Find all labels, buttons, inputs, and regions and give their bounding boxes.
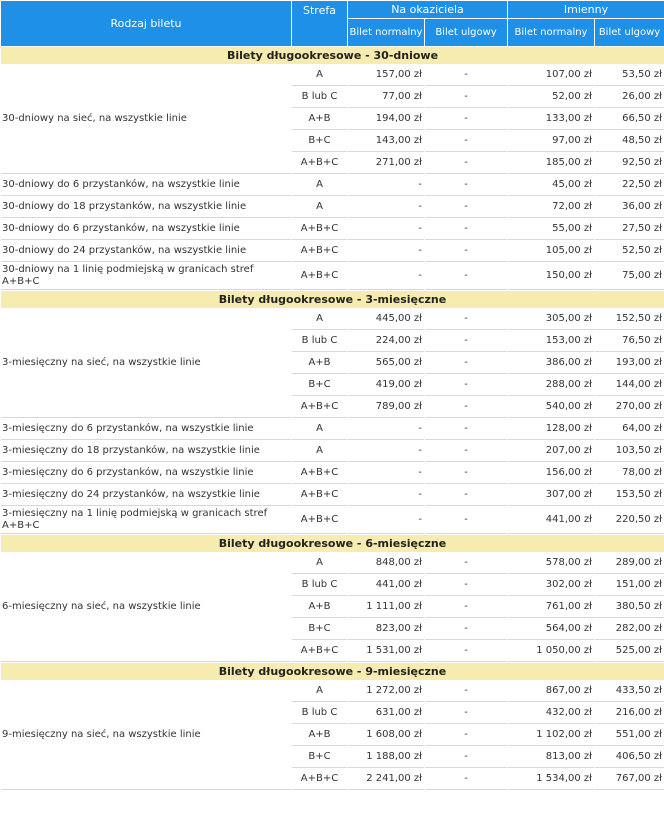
zone-cell: A+B+C <box>292 641 347 662</box>
named-normal-price: 1 050,00 zł <box>508 641 594 662</box>
table-row <box>1 681 664 702</box>
named-reduced-price: 282,00 zł <box>595 619 664 640</box>
table-row <box>1 485 664 506</box>
table-row <box>1 309 664 330</box>
named-normal-price: 55,00 zł <box>508 219 594 240</box>
bearer-reduced-price: - <box>425 575 507 596</box>
bearer-reduced-price: - <box>425 507 507 534</box>
named-normal-price: 207,00 zł <box>508 441 594 462</box>
header-bearer: Na okaziciela <box>348 1 507 18</box>
bearer-normal-price: - <box>348 197 424 218</box>
bearer-reduced-price: - <box>425 725 507 746</box>
bearer-reduced-price: - <box>425 353 507 374</box>
named-normal-price: 578,00 zł <box>508 553 594 574</box>
table-row <box>1 65 664 86</box>
zone-cell: A <box>292 309 347 330</box>
zone-cell: A+B+C <box>292 397 347 418</box>
table-row <box>1 419 664 440</box>
bearer-reduced-price: - <box>425 597 507 618</box>
bearer-normal-price: 2 241,00 zł <box>348 769 424 790</box>
bearer-reduced-price: - <box>425 87 507 108</box>
named-reduced-price: 36,00 zł <box>595 197 664 218</box>
ticket-name: 30-dniowy do 18 przystanków, na wszystkie linie <box>1 197 291 218</box>
bearer-reduced-price: - <box>425 219 507 240</box>
named-normal-price: 153,00 zł <box>508 331 594 352</box>
zone-cell: B+C <box>292 747 347 768</box>
header-named: Imienny <box>508 1 664 18</box>
zone-cell: A <box>292 441 347 462</box>
section-header-row <box>1 535 664 552</box>
zone-cell: A+B <box>292 725 347 746</box>
table-row <box>1 175 664 196</box>
named-normal-price: 156,00 zł <box>508 463 594 484</box>
bearer-normal-price: 194,00 zł <box>348 109 424 130</box>
zone-cell: A <box>292 681 347 702</box>
named-reduced-price: 48,50 zł <box>595 131 664 152</box>
zone-cell: B lub C <box>292 703 347 724</box>
named-normal-price: 564,00 zł <box>508 619 594 640</box>
bearer-reduced-price: - <box>425 263 507 290</box>
named-normal-price: 72,00 zł <box>508 197 594 218</box>
zone-cell: A+B+C <box>292 463 347 484</box>
section-header-row <box>1 291 664 308</box>
ticket-name: 3-miesięczny do 6 przystanków, na wszystkie linie <box>1 463 291 484</box>
named-reduced-price: 66,50 zł <box>595 109 664 130</box>
bearer-normal-price: - <box>348 441 424 462</box>
named-reduced-price: 27,50 zł <box>595 219 664 240</box>
ticket-name: 6-miesięczny na sieć, na wszystkie linie <box>1 553 291 662</box>
bearer-reduced-price: - <box>425 331 507 352</box>
named-normal-price: 761,00 zł <box>508 597 594 618</box>
named-reduced-price: 153,50 zł <box>595 485 664 506</box>
bearer-normal-price: - <box>348 463 424 484</box>
section-title: Bilety długookresowe - 3-miesięczne <box>1 291 664 308</box>
named-normal-price: 133,00 zł <box>508 109 594 130</box>
bearer-normal-price: - <box>348 175 424 196</box>
ticket-name: 3-miesięczny na sieć, na wszystkie linie <box>1 309 291 418</box>
ticket-name: 9-miesięczny na sieć, na wszystkie linie <box>1 681 291 790</box>
ticket-name: 30-dniowy na sieć, na wszystkie linie <box>1 65 291 174</box>
header-bearer-normal: Bilet normalny <box>348 19 424 46</box>
header-named-reduced: Bilet ulgowy <box>595 19 664 46</box>
named-reduced-price: 220,50 zł <box>595 507 664 534</box>
bearer-reduced-price: - <box>425 441 507 462</box>
table-row <box>1 263 664 290</box>
named-reduced-price: 78,00 zł <box>595 463 664 484</box>
zone-cell: B lub C <box>292 575 347 596</box>
table-header <box>1 1 664 46</box>
named-reduced-price: 26,00 zł <box>595 87 664 108</box>
header-zone: Strefa <box>292 1 347 46</box>
section-title: Bilety długookresowe - 30-dniowe <box>1 47 664 64</box>
bearer-reduced-price: - <box>425 485 507 506</box>
named-reduced-price: 52,50 zł <box>595 241 664 262</box>
bearer-reduced-price: - <box>425 463 507 484</box>
bearer-normal-price: 1 531,00 zł <box>348 641 424 662</box>
named-normal-price: 307,00 zł <box>508 485 594 506</box>
ticket-name: 30-dniowy do 6 przystanków, na wszystkie linie <box>1 175 291 196</box>
bearer-reduced-price: - <box>425 703 507 724</box>
bearer-normal-price: - <box>348 485 424 506</box>
named-normal-price: 441,00 zł <box>508 507 594 534</box>
named-normal-price: 1 102,00 zł <box>508 725 594 746</box>
bearer-normal-price: 143,00 zł <box>348 131 424 152</box>
bearer-normal-price: 441,00 zł <box>348 575 424 596</box>
zone-cell: A+B+C <box>292 219 347 240</box>
table-row <box>1 197 664 218</box>
named-reduced-price: 92,50 zł <box>595 153 664 174</box>
zone-cell: A+B <box>292 597 347 618</box>
named-normal-price: 128,00 zł <box>508 419 594 440</box>
zone-cell: A <box>292 419 347 440</box>
table-body <box>1 47 664 790</box>
zone-cell: A+B <box>292 353 347 374</box>
bearer-reduced-price: - <box>425 241 507 262</box>
named-normal-price: 386,00 zł <box>508 353 594 374</box>
named-reduced-price: 551,00 zł <box>595 725 664 746</box>
named-normal-price: 150,00 zł <box>508 263 594 290</box>
header-named-normal: Bilet normalny <box>508 19 594 46</box>
named-reduced-price: 433,50 zł <box>595 681 664 702</box>
section-header-row <box>1 663 664 680</box>
named-normal-price: 867,00 zł <box>508 681 594 702</box>
bearer-reduced-price: - <box>425 769 507 790</box>
bearer-normal-price: 1 188,00 zł <box>348 747 424 768</box>
zone-cell: B+C <box>292 375 347 396</box>
zone-cell: A+B+C <box>292 153 347 174</box>
zone-cell: A+B <box>292 109 347 130</box>
bearer-reduced-price: - <box>425 681 507 702</box>
named-reduced-price: 76,50 zł <box>595 331 664 352</box>
bearer-reduced-price: - <box>425 175 507 196</box>
named-normal-price: 45,00 zł <box>508 175 594 196</box>
zone-cell: A <box>292 65 347 86</box>
zone-cell: A+B+C <box>292 241 347 262</box>
table-row <box>1 507 664 534</box>
zone-cell: A <box>292 553 347 574</box>
named-normal-price: 107,00 zł <box>508 65 594 86</box>
named-normal-price: 813,00 zł <box>508 747 594 768</box>
zone-cell: B+C <box>292 131 347 152</box>
bearer-normal-price: 419,00 zł <box>348 375 424 396</box>
bearer-normal-price: 823,00 zł <box>348 619 424 640</box>
named-reduced-price: 380,50 zł <box>595 597 664 618</box>
bearer-normal-price: 789,00 zł <box>348 397 424 418</box>
bearer-normal-price: - <box>348 419 424 440</box>
ticket-name: 3-miesięczny do 18 przystanków, na wszystkie linie <box>1 441 291 462</box>
bearer-normal-price: 565,00 zł <box>348 353 424 374</box>
table-row <box>1 441 664 462</box>
bearer-reduced-price: - <box>425 153 507 174</box>
named-reduced-price: 151,00 zł <box>595 575 664 596</box>
bearer-normal-price: 224,00 zł <box>348 331 424 352</box>
bearer-normal-price: 1 608,00 zł <box>348 725 424 746</box>
bearer-reduced-price: - <box>425 747 507 768</box>
zone-cell: A+B+C <box>292 507 347 534</box>
bearer-normal-price: 848,00 zł <box>348 553 424 574</box>
bearer-reduced-price: - <box>425 641 507 662</box>
bearer-normal-price: 1 272,00 zł <box>348 681 424 702</box>
header-bearer-reduced: Bilet ulgowy <box>425 19 507 46</box>
named-reduced-price: 144,00 zł <box>595 375 664 396</box>
named-normal-price: 302,00 zł <box>508 575 594 596</box>
bearer-normal-price: - <box>348 241 424 262</box>
named-normal-price: 105,00 zł <box>508 241 594 262</box>
bearer-normal-price: 631,00 zł <box>348 703 424 724</box>
named-reduced-price: 193,00 zł <box>595 353 664 374</box>
bearer-reduced-price: - <box>425 109 507 130</box>
bearer-reduced-price: - <box>425 397 507 418</box>
named-normal-price: 185,00 zł <box>508 153 594 174</box>
named-reduced-price: 767,00 zł <box>595 769 664 790</box>
ticket-name: 30-dniowy do 24 przystanków, na wszystkie linie <box>1 241 291 262</box>
named-reduced-price: 75,00 zł <box>595 263 664 290</box>
bearer-normal-price: 271,00 zł <box>348 153 424 174</box>
ticket-name: 30-dniowy na 1 linię podmiejską w granicach stref A+B+C <box>1 263 291 290</box>
named-normal-price: 305,00 zł <box>508 309 594 330</box>
named-reduced-price: 525,00 zł <box>595 641 664 662</box>
section-title: Bilety długookresowe - 6-miesięczne <box>1 535 664 552</box>
bearer-normal-price: 445,00 zł <box>348 309 424 330</box>
named-reduced-price: 289,00 zł <box>595 553 664 574</box>
ticket-name: 30-dniowy do 6 przystanków, na wszystkie linie <box>1 219 291 240</box>
bearer-reduced-price: - <box>425 131 507 152</box>
bearer-normal-price: - <box>348 507 424 534</box>
named-reduced-price: 216,00 zł <box>595 703 664 724</box>
table-row <box>1 553 664 574</box>
zone-cell: A <box>292 175 347 196</box>
named-reduced-price: 53,50 zł <box>595 65 664 86</box>
named-reduced-price: 103,50 zł <box>595 441 664 462</box>
zone-cell: B lub C <box>292 87 347 108</box>
bearer-reduced-price: - <box>425 197 507 218</box>
named-reduced-price: 152,50 zł <box>595 309 664 330</box>
bearer-normal-price: 77,00 zł <box>348 87 424 108</box>
table-row <box>1 463 664 484</box>
named-normal-price: 97,00 zł <box>508 131 594 152</box>
bearer-reduced-price: - <box>425 375 507 396</box>
ticket-name: 3-miesięczny do 6 przystanków, na wszystkie linie <box>1 419 291 440</box>
zone-cell: A+B+C <box>292 485 347 506</box>
bearer-reduced-price: - <box>425 309 507 330</box>
section-title: Bilety długookresowe - 9-miesięczne <box>1 663 664 680</box>
bearer-normal-price: - <box>348 219 424 240</box>
named-reduced-price: 406,50 zł <box>595 747 664 768</box>
header-ticket-type: Rodzaj biletu <box>1 1 291 46</box>
named-reduced-price: 22,50 zł <box>595 175 664 196</box>
ticket-name: 3-miesięczny na 1 linię podmiejską w granicach stref A+B+C <box>1 507 291 534</box>
zone-cell: A+B+C <box>292 769 347 790</box>
named-normal-price: 432,00 zł <box>508 703 594 724</box>
bearer-normal-price: 157,00 zł <box>348 65 424 86</box>
bearer-normal-price: 1 111,00 zł <box>348 597 424 618</box>
ticket-name: 3-miesięczny do 24 przystanków, na wszystkie linie <box>1 485 291 506</box>
section-header-row <box>1 47 664 64</box>
table-row <box>1 241 664 262</box>
bearer-reduced-price: - <box>425 553 507 574</box>
zone-cell: A+B+C <box>292 263 347 290</box>
bearer-reduced-price: - <box>425 619 507 640</box>
bearer-reduced-price: - <box>425 65 507 86</box>
named-normal-price: 540,00 zł <box>508 397 594 418</box>
bearer-normal-price: - <box>348 263 424 290</box>
named-normal-price: 52,00 zł <box>508 87 594 108</box>
named-reduced-price: 64,00 zł <box>595 419 664 440</box>
zone-cell: B lub C <box>292 331 347 352</box>
named-reduced-price: 270,00 zł <box>595 397 664 418</box>
table-row <box>1 219 664 240</box>
named-normal-price: 288,00 zł <box>508 375 594 396</box>
named-normal-price: 1 534,00 zł <box>508 769 594 790</box>
bearer-reduced-price: - <box>425 419 507 440</box>
zone-cell: A <box>292 197 347 218</box>
zone-cell: B+C <box>292 619 347 640</box>
